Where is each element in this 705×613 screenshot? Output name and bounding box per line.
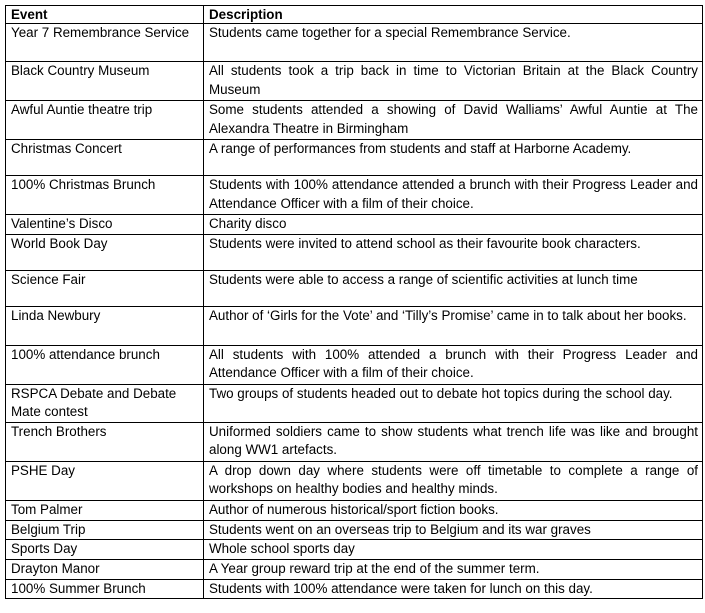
table-row [6,101,703,140]
table-row [6,579,703,599]
event-cell: Trench Brothers [6,422,204,461]
description-cell: Students with 100% attendance were taken for lunch on this day. [204,579,703,599]
event-cell: Awful Auntie theatre trip [6,101,204,140]
table-header-row [6,6,703,24]
description-cell: Whole school sports day [204,540,703,560]
description-cell: Author of ‘Girls for the Vote’ and ‘Tilly’s Promise’ came in to talk about her books. [204,306,703,345]
description-cell: A Year group reward trip at the end of the summer term. [204,560,703,580]
description-cell: Author of numerous historical/sport fiction books. [204,500,703,520]
header-event: Event [6,6,204,24]
table-row [6,461,703,500]
table-row [6,24,703,62]
event-cell: Black Country Museum [6,62,204,101]
event-cell: Christmas Concert [6,140,204,176]
table-row [6,140,703,176]
header-description: Description [204,6,703,24]
description-cell: All students with 100% attended a brunch with their Progress Leader and Attendance Officer with a film of their choice. [204,345,703,384]
event-cell: Tom Palmer [6,500,204,520]
event-cell: RSPCA Debate and Debate Mate contest [6,384,204,422]
events-table [5,5,703,599]
table-row [6,384,703,422]
event-cell: Year 7 Remembrance Service [6,24,204,62]
description-cell: Students were invited to attend school as their favourite book characters. [204,234,703,270]
description-cell: A range of performances from students and staff at Harborne Academy. [204,140,703,176]
event-cell: 100% Summer Brunch [6,579,204,599]
description-cell: Students went on an overseas trip to Belgium and its war graves [204,520,703,540]
event-cell: Belgium Trip [6,520,204,540]
table-row [6,176,703,215]
event-cell: PSHE Day [6,461,204,500]
table-row [6,215,703,235]
event-cell: Valentine’s Disco [6,215,204,235]
description-cell: Students came together for a special Remembrance Service. [204,24,703,62]
description-cell: Uniformed soldiers came to show students what trench life was like and brought along WW1 artefacts. [204,422,703,461]
table-row [6,345,703,384]
event-cell: Science Fair [6,270,204,306]
table-row [6,520,703,540]
event-cell: Linda Newbury [6,306,204,345]
table-row [6,500,703,520]
description-cell: Two groups of students headed out to debate hot topics during the school day. [204,384,703,422]
description-cell: All students took a trip back in time to Victorian Britain at the Black Country Museum [204,62,703,101]
table-row [6,62,703,101]
description-cell: Charity disco [204,215,703,235]
table-row [6,234,703,270]
table-row [6,560,703,580]
description-cell: Some students attended a showing of David Walliams’ Awful Auntie at The Alexandra Theatre in Birmingham [204,101,703,140]
event-cell: 100% Christmas Brunch [6,176,204,215]
table-row [6,422,703,461]
table-row [6,270,703,306]
description-cell: Students were able to access a range of scientific activities at lunch time [204,270,703,306]
event-cell: Sports Day [6,540,204,560]
description-cell: A drop down day where students were off timetable to complete a range of workshops on healthy bodies and healthy minds. [204,461,703,500]
event-cell: 100% attendance brunch [6,345,204,384]
description-cell: Students with 100% attendance attended a brunch with their Progress Leader and Attendance Officer with a film of their choice. [204,176,703,215]
table-row [6,306,703,345]
event-cell: Drayton Manor [6,560,204,580]
table-row [6,540,703,560]
event-cell: World Book Day [6,234,204,270]
